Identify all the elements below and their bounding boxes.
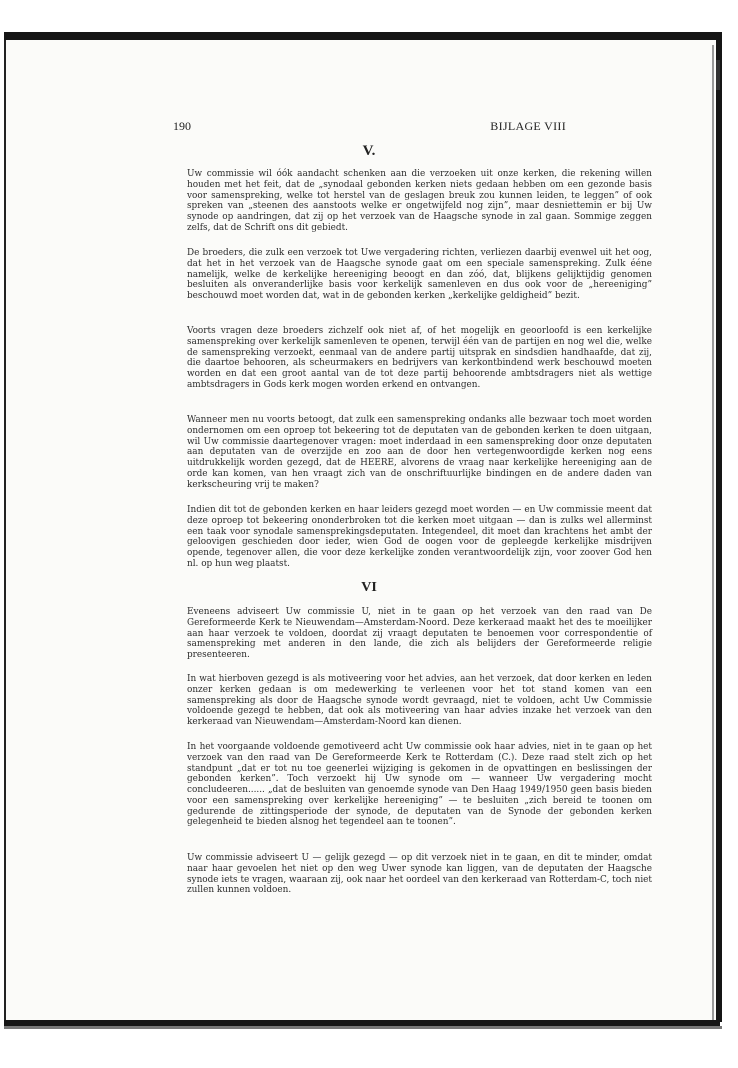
paragraph-v-2: De broeders, die zulk een verzoek tot Uwe vergadering richten, verliezen daarbij evenwel uit het oog, dat het in het verzoek van de Haagsche synode gaat om een speciale samenspreking. Zulk ééne namelijk, welke de kerkelijke hereeniging beoogt en dan zóó, dat, blijkens gelijktijdig genomen besluiten als onveranderlijke basis voor kerkelijk samenleven en dus ook voor de „hereeniging” beschouwd moet worden dat, wat in de gebonden kerken „kerkelijke geldigheid” bezit. — [187, 248, 652, 301]
paragraph-vi-4: Uw commissie adviseert U — gelijk gezegd — op dit verzoek niet in te gaan, en dit te minder, omdat naar haar gevoelen het niet op den weg Uwer synode kan liggen, van de deputaten der Haagsche synode iets te vragen, waaraan zij, ook naar het oordeel van den kerkeraad van Rotterdam-C, toch niet zullen kunnen voldoen. — [187, 853, 652, 896]
paragraph-vi-2: In wat hierboven gezegd is als motiveering voor het advies, aan het verzoek, dat door kerken en leden onzer kerken gedaan is om medewerking te verleenen voor het tot stand komen van een samenspreking als door de Haagsche synode wordt gevraagd, niet te voldoen, acht Uw Commissie voldoende gezegd te hebben, dat ook als motiveering van haar advies inzake het verzoek van den kerkeraad van Nieuwendam—Amsterdam-Noord kan dienen. — [187, 674, 652, 727]
paragraph-v-5: Indien dit tot de gebonden kerken en haar leiders gezegd moet worden — en Uw commissie meent dat deze oproep tot bekeering ononderbroken tot die kerken moet uitgaan — dan is zulks wel allerminst een taak voor synodale samensprekingsdeputaten. Integendeel, dit moet dan krachtens het ambt der geloovigen geschieden door ieder, wien God de oogen voor de gepleegde kerkelijke misdrijven opende, tegenover allen, die voor deze kerkelijke zonden verantwoordelijk zijn, voor zoover God hen nl. op hun weg plaatst. — [187, 505, 652, 569]
section-heading-v: V. — [362, 143, 376, 159]
book-edge-right — [716, 32, 722, 1022]
paragraph-v-3: Voorts vragen deze broeders zichzelf ook niet af, of het mogelijk en geoorloofd is een kerkelijke samenspreking over kerkelijk samenleven te openen, terwijl één van de partijen en nog wel die, welke de samenspreking verzoekt, eenmaal van de andere partij uitsprak en sindsdien handhaafde, dat zij, die daartoe behooren, als scheurmakers en bedrijvers van kerkontbindend werk beschouwd moeten worden en dat een groot aantal van de tot deze partij behoorende ambtsdragers niet als wettige ambtsdragers in Gods kerk mogen worden erkend en ontvangen. — [187, 326, 652, 390]
paragraph-v-4: Wanneer men nu voorts betoogt, dat zulk een samenspreking ondanks alle bezwaar toch moet worden ondernomen om een oproep tot bekeering tot de deputaten van de gebonden kerken te doen uitgaan, wil Uw commissie daartegenover vragen: moet inderdaad in een samenspreking door onze deputaten aan deputaten van de overzijde en zoo aan de door hen vertegenwoordigde kerken nog eens uitdrukkelijk worden gezegd, dat de HEERE, alvorens de vraag naar kerkelijke hereeniging aan de orde kan komen, van hen vraagt zich van de onschriftuurlijke bindingen en de andere daden van kerkscheuring vrij te maken? — [187, 415, 652, 490]
appendix-label: BIJLAGE VIII — [490, 119, 566, 133]
page-number: 190 — [173, 119, 191, 133]
edge-mark — [716, 60, 720, 90]
paragraph-v-1: Uw commissie wil óók aandacht schenken aan die verzoeken uit onze kerken, die rekening willen houden met het feit, dat de „synodaal gebonden kerken niets gedaan hebben om een gezonde basis voor samenspreking, welke tot herstel van de geslagen breuk zou kunnen leiden, te leggen” of ook spreken van „steenen des aanstoots welke er ongetwijfeld nog zijn”, maar desniettemin er bij Uw synode op aandringen, dat zij op het verzoek van de Haagsche synode in zal gaan. Sommige zeggen zelfs, dat de Schrift ons dit gebiedt. — [187, 169, 652, 233]
page-fore-edge-line — [712, 45, 714, 1020]
section-heading-vi: VI — [361, 580, 377, 595]
running-head — [173, 119, 566, 135]
paragraph-vi-1: Eveneens adviseert Uw commissie U, niet in te gaan op het verzoek van den raad van De Gereformeerde Kerk te Nieuwendam—Amsterdam-Noord. Deze kerkeraad maakt het des te moeilijker aan haar verzoek te voldoen, doordat zij vraagt deputaten te benoemen voor correspondentie of samenspreking met anderen in den lande, die zich als belijders der Gereformeerde religie presenteeren. — [187, 607, 652, 660]
paragraph-vi-3: In het voorgaande voldoende gemotiveerd acht Uw commissie ook haar advies, niet in te gaan op het verzoek van den raad van De Gereformeerde Kerk te Rotterdam (C.). Deze raad stelt zich op het standpunt „dat er tot nu toe geenerlei wijziging is gekomen in de opvattingen en beslissingen der gebonden kerken”. Toch verzoekt hij Uw synode om — wanneer Uw vergadering mocht concludeeren...... „dat de besluiten van genoemde synode van Den Haag 1949/1950 geen basis bieden voor een samenspreking over kerkelijke hereeniging” — te besluiten „zich bereid te toonen om gedurende de zittingsperiode der synode, de deputaten van de Synode der gebonden kerken gelegenheid te bieden alsnog het tegendeel aan te toonen”. — [187, 742, 652, 828]
book-edge-bottom-shadow — [4, 1026, 722, 1029]
